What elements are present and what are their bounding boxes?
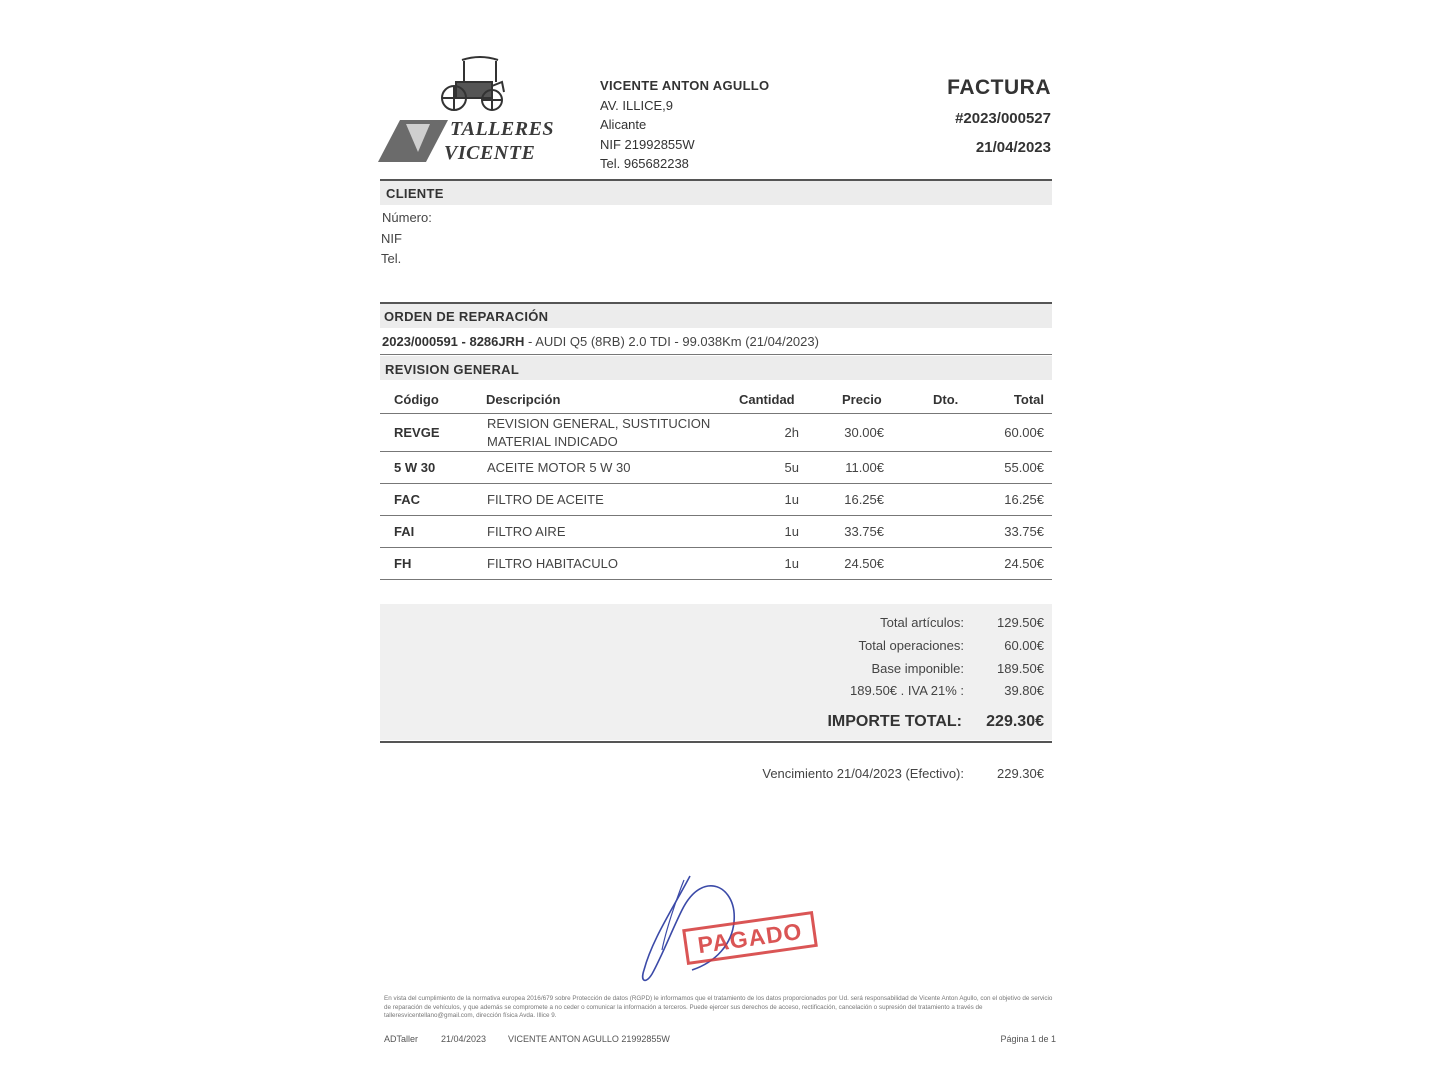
- divider: [380, 413, 1052, 414]
- invoice-date: 21/04/2023: [975, 139, 1051, 156]
- row-description: FILTRO HABITACULO: [487, 556, 618, 571]
- row-price: 11.00€: [845, 460, 884, 475]
- importe-total-value: 229.30€: [986, 713, 1044, 730]
- company-logo: [376, 52, 572, 167]
- row-code: REVGE: [394, 425, 440, 440]
- row-description-cont: MATERIAL INDICADO: [487, 434, 618, 449]
- divider: [380, 741, 1052, 743]
- row-price: 33.75€: [844, 524, 884, 539]
- row-total: 16.25€: [1004, 492, 1044, 507]
- row-total: 55.00€: [1004, 460, 1044, 475]
- invoice-number: #2023/000527: [955, 110, 1051, 127]
- row-qty: 2h: [784, 425, 799, 440]
- client-header-band: [380, 181, 1052, 205]
- footer-date: 21/04/2023: [441, 1034, 487, 1044]
- row-code: FAI: [394, 524, 415, 539]
- row-qty: 1u: [784, 524, 799, 539]
- row-description: FILTRO DE ACEITE: [487, 492, 604, 507]
- invoice-title: FACTURA: [947, 76, 1051, 99]
- col-header-descripcion: Descripción: [486, 392, 561, 407]
- logo-line-2: VICENTE: [444, 142, 536, 164]
- company-info: [600, 76, 769, 174]
- row-qty: 5u: [784, 460, 799, 475]
- vencimiento-value: 229.30€: [997, 766, 1044, 781]
- order-detail: - AUDI Q5 (8RB) 2.0 TDI - 99.038Km (21/04/2023): [524, 334, 819, 349]
- client-numero-label: Número:: [382, 210, 432, 225]
- row-price: 30.00€: [844, 425, 884, 440]
- col-header-precio: Precio: [842, 392, 882, 407]
- col-header-cantidad: Cantidad: [739, 392, 795, 407]
- legal-notice: En vista del cumplimiento de la normativa europea 2016/679 sobre Protección de datos (RGPD) le informamos que el tratamiento de los datos proporcionados por Ud. será responsabilidad de Vicente Anton Agullo, con el objetivo de servicio de reparación de vehículos, y que además se compromete a no ceder o comunicar la información a terceros. Puede ejercer sus derechos de acceso, rectificación, cancelación o supresión del tratamiento a través de talleresvicentellano@gmail.com, dirección física Avda. Illice 9.: [384, 995, 1053, 1019]
- company-address: AV. ILLICE,9: [600, 97, 673, 113]
- row-price: 16.25€: [844, 492, 884, 507]
- total-operaciones-label: Total operaciones:: [858, 638, 964, 653]
- base-imponible-label: Base imponible:: [871, 661, 964, 676]
- footer-owner: VICENTE ANTON AGULLO 21992855W: [508, 1034, 670, 1044]
- row-total: 60.00€: [1004, 425, 1044, 440]
- row-total: 24.50€: [1004, 556, 1044, 571]
- order-ref: 2023/000591 - 8286JRH: [382, 334, 525, 349]
- divider: [380, 354, 1052, 355]
- row-code: 5 W 30: [394, 460, 436, 475]
- row-qty: 1u: [784, 556, 799, 571]
- divider: [380, 451, 1052, 452]
- company-tel: Tel. 965682238: [600, 156, 689, 171]
- iva-value: 39.80€: [1004, 683, 1044, 698]
- row-price: 24.50€: [844, 556, 884, 571]
- total-articulos-value: 129.50€: [997, 615, 1044, 630]
- company-nif: NIF 21992855W: [600, 136, 695, 152]
- row-qty: 1u: [784, 492, 799, 507]
- divider: [380, 579, 1052, 580]
- row-description: FILTRO AIRE: [487, 524, 566, 539]
- total-articulos-label: Total artículos:: [880, 615, 964, 630]
- client-heading: CLIENTE: [386, 186, 444, 201]
- col-header-codigo: Código: [394, 392, 439, 407]
- row-total: 33.75€: [1004, 524, 1044, 539]
- base-imponible-value: 189.50€: [997, 661, 1044, 676]
- vencimiento-label: Vencimiento 21/04/2023 (Efectivo):: [762, 766, 964, 781]
- row-description: ACEITE MOTOR 5 W 30: [487, 460, 631, 475]
- divider: [380, 547, 1052, 548]
- divider: [380, 515, 1052, 516]
- order-line: [382, 334, 819, 349]
- section-heading: REVISION GENERAL: [385, 362, 520, 377]
- logo-line-1: TALLERES: [450, 118, 555, 140]
- total-operaciones-value: 60.00€: [1004, 638, 1044, 653]
- client-tel-label: Tel.: [381, 251, 402, 266]
- iva-label: 189.50€ . IVA 21% :: [850, 683, 964, 698]
- client-nif-label: NIF: [381, 231, 402, 246]
- divider: [380, 483, 1052, 484]
- row-code: FAC: [394, 492, 420, 507]
- importe-total-label: IMPORTE TOTAL:: [827, 713, 962, 730]
- company-city: Alicante: [600, 117, 647, 132]
- company-name: VICENTE ANTON AGULLO: [600, 78, 770, 93]
- footer-software: ADTaller: [384, 1034, 419, 1044]
- invoice-header: [947, 76, 1051, 156]
- col-header-total: Total: [1013, 392, 1044, 407]
- paid-stamp: PAGADO: [682, 911, 818, 965]
- footer-page: Página 1 de 1: [1000, 1034, 1056, 1044]
- order-heading: ORDEN DE REPARACIÓN: [384, 309, 549, 324]
- row-description: REVISION GENERAL, SUSTITUCION: [487, 416, 711, 431]
- col-header-dto: Dto.: [933, 392, 959, 407]
- row-code: FH: [394, 556, 412, 571]
